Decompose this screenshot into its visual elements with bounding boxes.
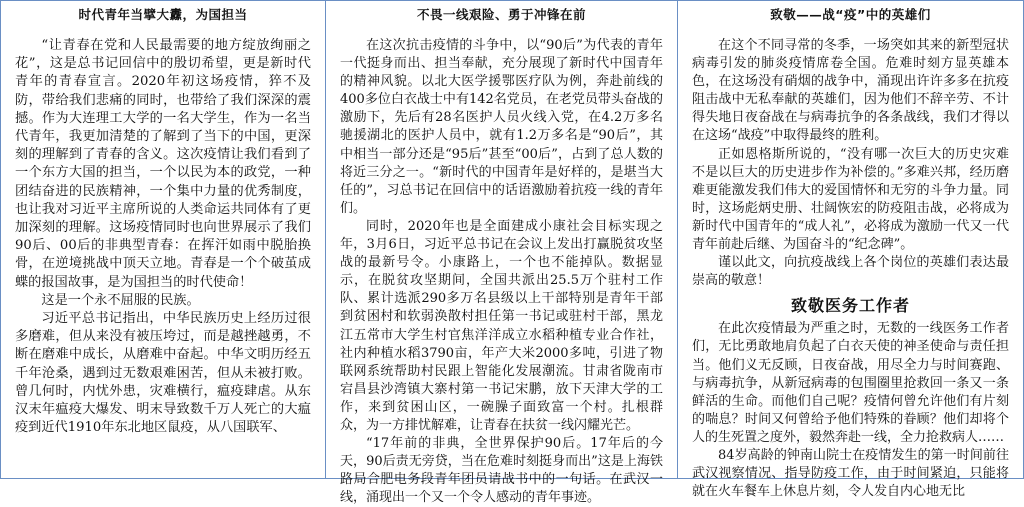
column-1-paragraph: 习近平总书记指出，中华民族历史上经历过很多磨难，但从来没有被压垮过，而是越挫越勇，不断在磨难中成长，从磨难中奋起。中华文明历经五千年沧桑，遇到过无数艰难困苦，但从未被打败。曾几何时，内忧外患，灾难横行，瘟疫肆虐。从东汉末年瘟疫大爆发、明末导致数千万人死亡的大瘟疫到近代1910年东北地区鼠疫，从八国联军、 <box>15 311 311 436</box>
column-2-paragraph: 在这次抗击疫情的斗争中，以“90后”为代表的青年一代挺身而出、担当奉献，充分展现了新时代中国青年的精神风貌。以北大医学援鄂医疗队为例，奔赴前线的400多位白衣战士中有142名党员，在老党员带头奋战的激励下，先后有28名医护人员火线入党，在4.2万多名驰援湖北的医护人员中，就有1.2万多名是“90后”，其中相当一部分还是“95后”甚至“00后”，占到了总人数的将近三分之一。“新时代的中国青年是好样的，是堪当大任的”，习总书记在回信中的话语激励着抗疫一线的青年们。 <box>340 38 663 216</box>
column-2-title: 不畏一线艰险、勇于冲锋在前 <box>416 7 586 22</box>
column-1-title: 时代青年当擘大纛，为国担当 <box>78 7 248 22</box>
column-3-title: 致敬——战“疫”中的英雄们 <box>770 7 931 22</box>
column-3 <box>678 0 1024 500</box>
column-1 <box>0 0 326 479</box>
column-3-paragraph: 在此次疫情最为严重之时，无数的一线医务工作者们，无比勇敢地肩负起了白衣天使的神圣使命与责任担当。他们义无反顾，日夜奋战，用尽全力与时间赛跑、与病毒抗争，从新冠病毒的包围圈里抢救回一条又一条鲜活的生命。而他们自己呢？疫情何曾允许他们有片刻的喘息？时间又何曾给予他们特殊的眷顾？他们却将个人的生死置之度外，毅然奔赴一线，全力抢救病人…… <box>692 321 1009 445</box>
column-2-paragraph: “17年前的非典，全世界保护90后。17年后的今天，90后责无旁贷，当在危难时刻挺身而出”这是上海铁路局合肥电务段青年团员请战书中的一句话。在武汉一线，涌现出一个又一个令人感动的青年事迹。 <box>340 436 663 506</box>
column-3-subtitle: 致敬医务工作者 <box>790 296 910 316</box>
column-3-paragraph: 在这个不同寻常的冬季，一场突如其来的新型冠状病毒引发的肺炎疫情席卷全国。危难时刻方显英雄本色，在这场没有硝烟的战争中，涌现出许许多多在抗疫阻击战中无私奉献的英雄们，因为他们不辞辛劳、不计得失地日夜奋战在与病毒抗争的各条战线，我们才得以在这场“战疫”中取得最终的胜利。 <box>692 38 1009 144</box>
column-3-paragraph: 谨以此文，向抗疫战线上各个岗位的英雄们表达最崇高的敬意！ <box>692 255 1009 289</box>
column-3-paragraph: 84岁高龄的钟南山院士在疫情发生的第一时间前往武汉视察情况、指导防疫工作，由于时间紧迫，只能将就在火车餐车上休息片刻，令人发自内心地无比 <box>692 447 1009 500</box>
column-2 <box>326 0 678 506</box>
column-1-paragraph: “让青春在党和人民最需要的地方绽放绚丽之花”，这是总书记回信中的殷切希望，更是新时代青年的青春宣言。2020年初这场疫情，猝不及防，带给我们悲痛的同时，也带给了我们深深的震撼。作为大连理工大学的一名大学生，作为一名当代青年，我更加清楚的了解到了当下的中国，更深刻的理解到了青春的含义。这次疫情让我们看到了一个东方大国的担当，一个以民为本的政党，一种团结奋进的民族精神，一个集中力量的优秀制度，也让我对习近平主席所说的人类命运共同体有了更加深刻的理解。这场疫情同时也向世界展示了我们90后、00后的非典型青春：在挥汗如雨中脱胎换骨，在逆境挑战中顶天立地。青春是一个个破茧成蝶的报国故事，是为国担当的时代使命！ <box>15 38 311 290</box>
column-2-paragraph: 同时，2020年也是全面建成小康社会目标实现之年，3月6日，习近平总书记在会议上发出打赢脱贫攻坚战的最新号令。小康路上，一个也不能掉队。数据显示，在脱贫攻坚期间，全国共派出25.5万个驻村工作队、累计选派290多万名县级以上干部特别是青年干部到贫困村和软弱涣散村担任第一书记或驻村干部，黑龙江五常市大学生村官焦洋洋成立水稻种植专业合作社，社内种植水稻3790亩，年产大米2000多吨，引进了物联网系统帮助村民跟上智能化发展潮流。甘肃省陇南市宕昌县沙湾镇大寨村第一书记宋鹏，放下天津大学的工作，来到贫困山区，一碗臊子面致富一个村。扎根群众，为一方排忧解难，让青春在扶贫一线闪耀光芒。 <box>340 218 663 433</box>
column-1-paragraph: 这是一个永不屈服的民族。 <box>41 292 200 308</box>
column-3-paragraph: 正如恩格斯所说的，“没有哪一次巨大的历史灾难不是以巨大的历史进步作为补偿的。”多难兴邦，经历磨难更能激发我们伟大的爱国情怀和无穷的斗争力量。同时，这场彪炳史册、壮阔恢宏的防疫阻击战，必将成为新时代中国青年的“成人礼”，必将成为激励一代又一代青年前赴后继、为国奋斗的“纪念碑”。 <box>692 146 1009 253</box>
